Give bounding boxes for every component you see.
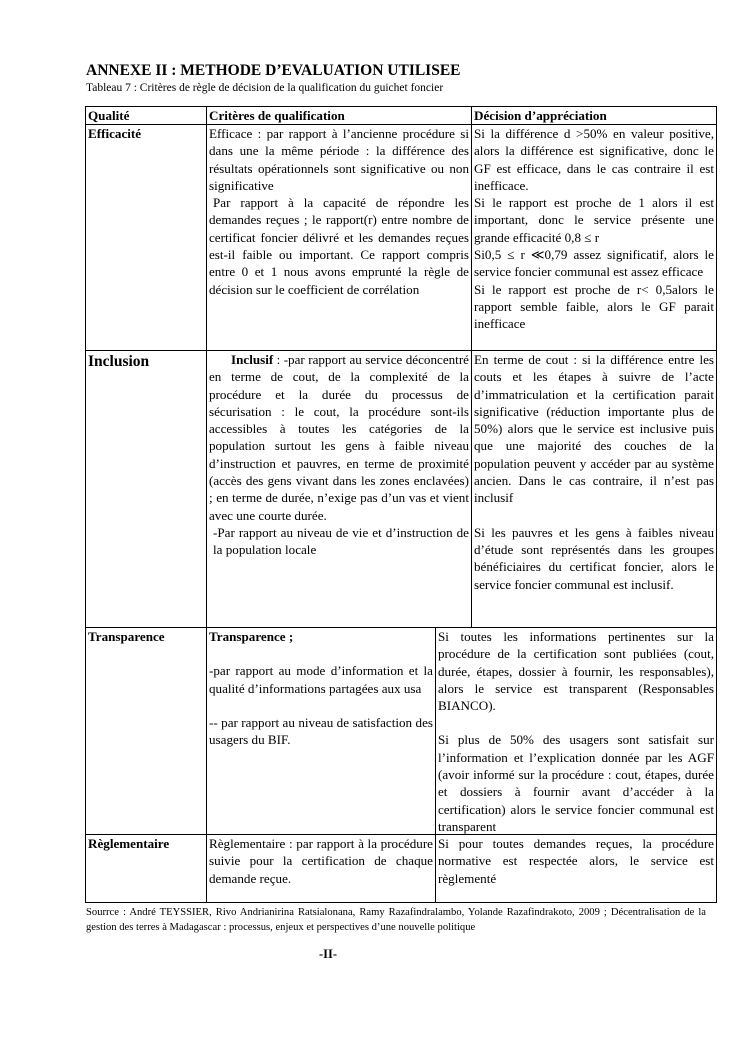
- row-transparence-criteria: [206, 627, 436, 835]
- row-efficacite-decision: [471, 124, 717, 351]
- row-transparence-decision: [435, 627, 717, 835]
- row-reglementaire-quality: Règlementaire: [85, 834, 207, 903]
- row-reglementaire-criteria: [206, 834, 436, 903]
- inclusif-label: Inclusif: [231, 352, 274, 367]
- table-caption: Tableau 7 : Critères de règle de décision de la qualification du guichet foncier: [86, 82, 444, 94]
- criteria-paragraph: Règlementaire : par rapport à la procédure suivie pour la certification de chaque demande reçue.: [209, 836, 433, 886]
- criteria-paragraph: -Par rapport au niveau de vie et d’instruction de la population locale: [213, 524, 469, 558]
- row-inclusion-decision: [471, 350, 717, 628]
- decision-paragraph: Si la différence d >50% en valeur positive, alors la différence est significative, donc le GF est efficace, dans le cas contraire il est inefficace.: [474, 126, 714, 193]
- annex-title: ANNEXE II : METHODE D’EVALUATION UTILISEE: [86, 62, 461, 79]
- paragraph-spacer: [209, 697, 433, 714]
- criteria-text: : -par rapport au service déconcentré en terme de cout, de la complexité de la procédure et la durée du processus de sécurisation : le cout, la procédure sont-ils accessibles à toutes les catégories de la population surtout les gens à faible niveau d’instruction et pauvres, en terme de proximité (accès des gens vivant dans les zones enclavées) ; en terme de durée, n’exige pas d’un vas et vient avec une courte durée.: [209, 352, 469, 523]
- paragraph-spacer: [438, 714, 714, 731]
- decision-paragraph: Si0,5 ≤ r ≪0,79 assez significatif, alors le service foncier communal est assez efficace: [474, 247, 714, 280]
- paragraph-spacer: [209, 645, 433, 662]
- row-efficacite-criteria: [206, 124, 472, 351]
- criteria-paragraph: [209, 351, 469, 524]
- page-number: -II-: [319, 947, 338, 961]
- evaluation-criteria-table: [85, 106, 717, 903]
- header-quality: Qualité: [85, 106, 207, 125]
- criteria-paragraph: Par rapport à la capacité de répondre les demandes reçues ; le rapport(r) entre nombre de certificat foncier délivré et les demandes reçues est-il faible ou important. Ce rapport compris entre 0 et 1 nous avons emprunté la règle de décision sur le coefficient de corrélation: [209, 195, 469, 297]
- criteria-heading: Transparence ;: [209, 629, 294, 644]
- criteria-paragraph: -par rapport au mode d’information et la qualité d’informations partagées aux usa: [209, 663, 433, 696]
- decision-paragraph: Si le rapport est proche de 1 alors il est important, donc le service présente une grande efficacité 0,8 ≤ r: [474, 195, 714, 245]
- paragraph-spacer: [474, 507, 714, 524]
- decision-paragraph: Si plus de 50% des usagers sont satisfait sur l’information et l’explication donnée par les AGF (avoir informé sur la procédure : cout, étapes, durée et dossiers à fournir avant d’accéder à la certification) alors le service foncier communal est transparent: [438, 732, 714, 834]
- criteria-paragraph: -- par rapport au niveau de satisfaction des usagers du BIF.: [209, 714, 433, 748]
- row-efficacite-quality: Efficacité: [85, 124, 207, 351]
- decision-paragraph: Si toutes les informations pertinentes sur la procédure de la certification sont publiées (cout, durée, étapes, dossier à fournir, les responsables), alors le service est transparent (Responsables BIANCO).: [438, 629, 714, 714]
- decision-paragraph: Si pour toutes demandes reçues, la procédure normative est respectée alors, le service est règlementé: [438, 836, 714, 886]
- criteria-paragraph: Efficace : par rapport à l’ancienne procédure si dans une la même période : la différence des résultats opérationnels sont significative ou non significative: [209, 126, 469, 193]
- decision-paragraph: En terme de cout : si la différence entre les couts et les étapes à suivre de l’acte d’immatriculation et la certification parait significative (réduction importante plus de 50%) alors que le service est inclusive puis que une majorité des couches de la population peuvent y accéder par au système ancien. Dans le cas contraire, il n’est pas inclusif: [474, 352, 714, 506]
- source-note: Sourrce : André TEYSSIER, Rivo Andrianirina Ratsialonana, Ramy Razafindralambo, Yolande Razafindrakoto, 2009 ; Décentralisation de la gestion des terres à Madagascar : processus, enjeux et perspectives d’une nouvelle politique: [86, 907, 706, 933]
- row-reglementaire-decision: [435, 834, 717, 903]
- decision-paragraph: Si les pauvres et les gens à faibles niveau d’étude sont représentés dans les groupes bénéficiaires du certificat foncier, alors le service foncier communal est inclusif.: [474, 524, 714, 592]
- header-decision: Décision d’appréciation: [471, 106, 717, 125]
- row-inclusion-quality: Inclusion: [85, 350, 207, 628]
- decision-paragraph: Si le rapport est proche de r< 0,5alors le rapport semble faible, alors le GF parait inefficace: [474, 281, 714, 332]
- row-inclusion-criteria: [206, 350, 472, 628]
- header-criteria: Critères de qualification: [206, 106, 472, 125]
- row-transparence-quality: Transparence: [85, 627, 207, 835]
